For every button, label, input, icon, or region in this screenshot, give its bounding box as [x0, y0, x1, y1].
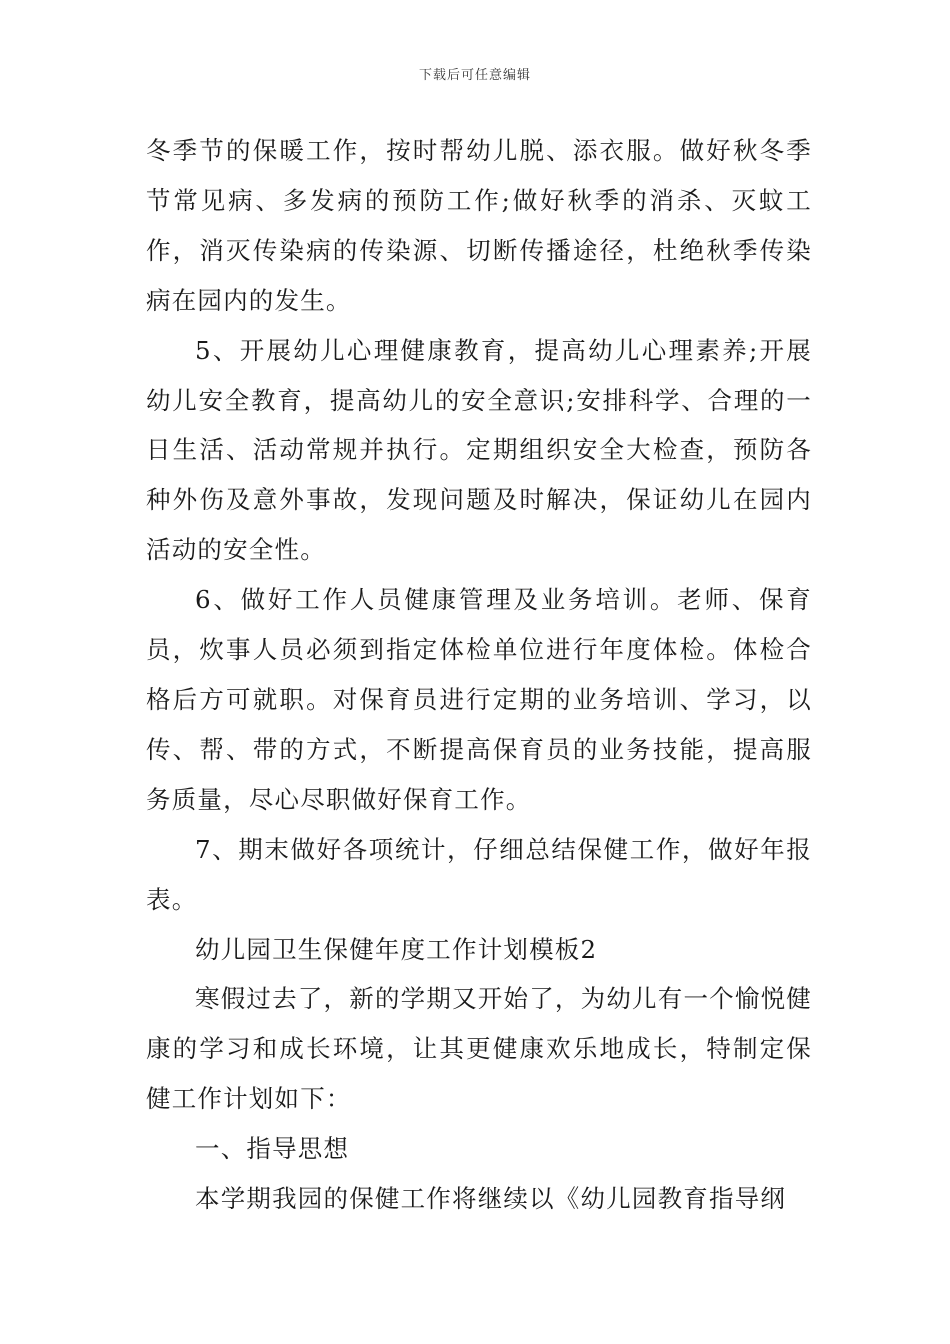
document-body — [146, 126, 812, 1224]
paragraph-item-7: 7、期末做好各项统计，仔细总结保健工作，做好年报表。 — [146, 834, 812, 914]
paragraph-item-6: 6、做好工作人员健康管理及业务培训。老师、保育员，炊事人员必须到指定体检单位进行年度体检。体检合格后方可就职。对保育员进行定期的业务培训、学习，以传、帮、带的方式，不断提高保育员的业务技能，提高服务质量，尽心尽职做好保育工作。 — [146, 585, 812, 814]
paragraph-item-5: 5、开展幼儿心理健康教育，提高幼儿心理素养;开展幼儿安全教育，提高幼儿的安全意识;安排科学、合理的一日生活、活动常规并执行。定期组织安全大检查，预防各种外伤及意外事故，发现问题及时解决，保证幼儿在园内活动的安全性。 — [146, 335, 812, 565]
paragraph-guiding-thought: 本学期我园的保健工作将继续以《幼儿园教育指导纲 — [195, 1184, 787, 1214]
paragraph-continuation: 冬季节的保暖工作，按时帮幼儿脱、添衣服。做好秋冬季节常见病、多发病的预防工作;做好秋季的消杀、灭蚊工作，消灭传染病的传染源、切断传播途径，杜绝秋季传染病在园内的发生。 — [146, 136, 812, 315]
heading-guiding-thought: 一、指导思想 — [195, 1134, 350, 1164]
section-title: 幼儿园卫生保健年度工作计划模板2 — [195, 934, 598, 964]
page-header: 下载后可任意编辑 — [418, 68, 531, 83]
paragraph-intro: 寒假过去了，新的学期又开始了，为幼儿有一个愉悦健康的学习和成长环境，让其更健康欢乐地成长，特制定保健工作计划如下： — [146, 984, 812, 1114]
